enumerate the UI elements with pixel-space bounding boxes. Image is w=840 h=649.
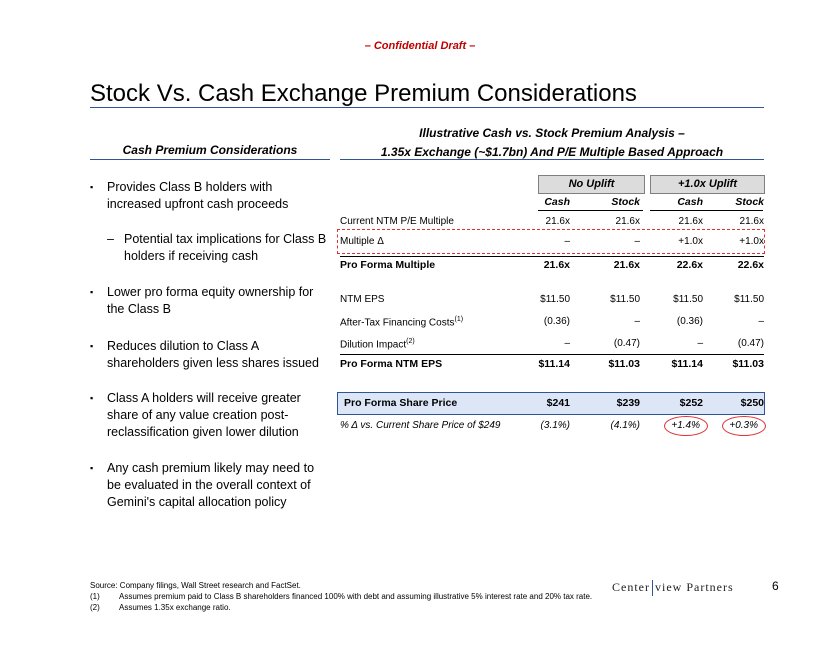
- row-divider: [340, 256, 764, 257]
- column-header: Stock: [735, 196, 764, 208]
- footnote-text: Assumes premium paid to Class B shareholders financed 100% with debt and assuming illustrative 5% interest rate and 20% tax rate.: [119, 592, 593, 601]
- table-row: [340, 338, 764, 354]
- cell-value: 21.6x: [739, 216, 764, 227]
- left-section-heading: Cash Premium Considerations: [122, 143, 298, 157]
- bullet-item: [90, 179, 330, 213]
- table-row: [340, 316, 764, 332]
- bullet-square-icon: ▪: [90, 463, 94, 473]
- bullet-item: [90, 390, 330, 441]
- cell-value: (3.1%): [540, 420, 570, 431]
- cell-value: –: [564, 236, 570, 247]
- bullet-item: [90, 284, 330, 318]
- cell-value: (0.36): [676, 316, 703, 327]
- table-row: [340, 397, 764, 413]
- bullet-text: Provides Class B holders with increased upfront cash proceeds: [107, 180, 289, 211]
- row-label: Pro Forma NTM EPS: [340, 358, 443, 370]
- table-row: [340, 236, 764, 252]
- cell-value: $11.14: [671, 358, 703, 370]
- logo-divider: [652, 580, 653, 596]
- cell-value: $11.03: [732, 358, 764, 370]
- bullet-square-icon: ▪: [90, 393, 94, 403]
- left-section-divider: [90, 159, 330, 160]
- footnote-marker: (2): [406, 338, 415, 345]
- cell-value: +1.4%: [671, 420, 700, 431]
- company-logo: [612, 580, 734, 596]
- cell-value: –: [564, 338, 570, 349]
- cell-value: $11.50: [673, 294, 703, 305]
- page-number: 6: [772, 579, 779, 593]
- right-section-heading: [340, 124, 764, 162]
- row-label: Current NTM P/E Multiple: [340, 216, 454, 227]
- footnote: [90, 591, 630, 602]
- column-header-divider: [538, 210, 643, 211]
- bullet-text: Lower pro forma equity ownership for the Class B: [107, 285, 314, 316]
- row-label: Pro Forma Share Price: [344, 397, 458, 409]
- cell-value: –: [634, 316, 640, 327]
- cell-value: (4.1%): [610, 420, 640, 431]
- cell-value: $11.50: [540, 294, 570, 305]
- bullet-text: Any cash premium likely may need to be evaluated in the overall context of Gemini's capital allocation policy: [107, 461, 315, 509]
- bullet-text: Reduces dilution to Class A shareholders given less shares issued: [107, 339, 319, 370]
- bullet-square-icon: ▪: [90, 182, 94, 192]
- cell-value: $250: [740, 397, 764, 409]
- cell-value: $11.03: [608, 358, 640, 370]
- table-row: [340, 216, 764, 232]
- cell-value: $239: [616, 397, 640, 409]
- column-header: Stock: [611, 196, 640, 208]
- cell-value: 21.6x: [543, 259, 570, 271]
- right-section-divider: [340, 159, 764, 160]
- cell-value: $252: [679, 397, 703, 409]
- footnote-number: (2): [90, 603, 100, 612]
- row-label: % Δ vs. Current Share Price of $249: [340, 420, 501, 431]
- group-header-uplift: +1.0x Uplift: [650, 175, 765, 194]
- bullet-text: Class A holders will receive greater share of any value creation post-reclassification given lower dilution: [107, 391, 301, 439]
- page-title: Stock Vs. Cash Exchange Premium Considerations: [90, 80, 637, 107]
- logo-left-text: Center: [612, 580, 650, 594]
- cell-value: 21.6x: [545, 216, 570, 227]
- cell-value: $11.50: [734, 294, 764, 305]
- cell-value: $11.14: [538, 358, 570, 370]
- cell-value: +1.0x: [678, 236, 703, 247]
- logo-right-text: view Partners: [655, 580, 734, 594]
- cell-value: –: [634, 236, 640, 247]
- row-label-text: After-Tax Financing Costs: [340, 317, 455, 329]
- right-heading-line2: 1.35x Exchange (~$1.7bn) And P/E Multiple Based Approach: [380, 145, 724, 159]
- cell-value: 21.6x: [615, 216, 640, 227]
- cell-value: (0.36): [543, 316, 570, 327]
- cell-value: 22.6x: [676, 259, 703, 271]
- bullet-square-icon: ▪: [90, 287, 94, 297]
- footnote-number: (1): [90, 592, 100, 601]
- group-header-no-uplift: No Uplift: [538, 175, 645, 194]
- column-header-divider: [650, 210, 763, 211]
- bullet-item: [90, 338, 330, 372]
- table-row: [340, 420, 764, 436]
- confidential-label: – Confidential Draft –: [364, 40, 476, 52]
- cell-value: (0.47): [737, 338, 764, 349]
- source-note: Source: Company filings, Wall Street research and FactSet.: [90, 581, 301, 590]
- table-row: [340, 294, 764, 310]
- column-header: Cash: [544, 196, 570, 208]
- footnote-marker: (1): [454, 316, 464, 323]
- cell-value: 21.6x: [613, 259, 640, 271]
- cell-value: 22.6x: [737, 259, 764, 271]
- cell-value: 21.6x: [678, 216, 703, 227]
- title-divider: [90, 107, 764, 108]
- row-label: Multiple Δ: [340, 236, 384, 247]
- dash-icon: –: [107, 232, 114, 246]
- bullet-item: [90, 460, 330, 511]
- sub-bullet-item: [107, 231, 327, 265]
- footnote: [90, 602, 630, 613]
- cell-value: $241: [546, 397, 570, 409]
- right-heading-line1: Illustrative Cash vs. Stock Premium Analysis –: [419, 126, 685, 140]
- row-label: [340, 316, 463, 328]
- row-label: Pro Forma Multiple: [340, 259, 436, 271]
- cell-value: –: [697, 338, 703, 349]
- cell-value: +0.3%: [729, 420, 758, 431]
- row-label-text: Dilution Impact: [340, 339, 407, 351]
- table-row: [340, 259, 764, 275]
- cell-value: +1.0x: [739, 236, 764, 247]
- cell-value: –: [758, 316, 764, 327]
- cell-value: (0.47): [613, 338, 640, 349]
- sub-bullet-text: Potential tax implications for Class B holders if receiving cash: [124, 232, 327, 263]
- row-label: [340, 338, 415, 350]
- table-row: [340, 358, 764, 374]
- cell-value: $11.50: [610, 294, 640, 305]
- column-header: Cash: [677, 196, 703, 208]
- footnote-text: Assumes 1.35x exchange ratio.: [119, 603, 231, 612]
- bullet-square-icon: ▪: [90, 341, 94, 351]
- row-divider: [340, 354, 764, 355]
- row-label: NTM EPS: [340, 294, 385, 305]
